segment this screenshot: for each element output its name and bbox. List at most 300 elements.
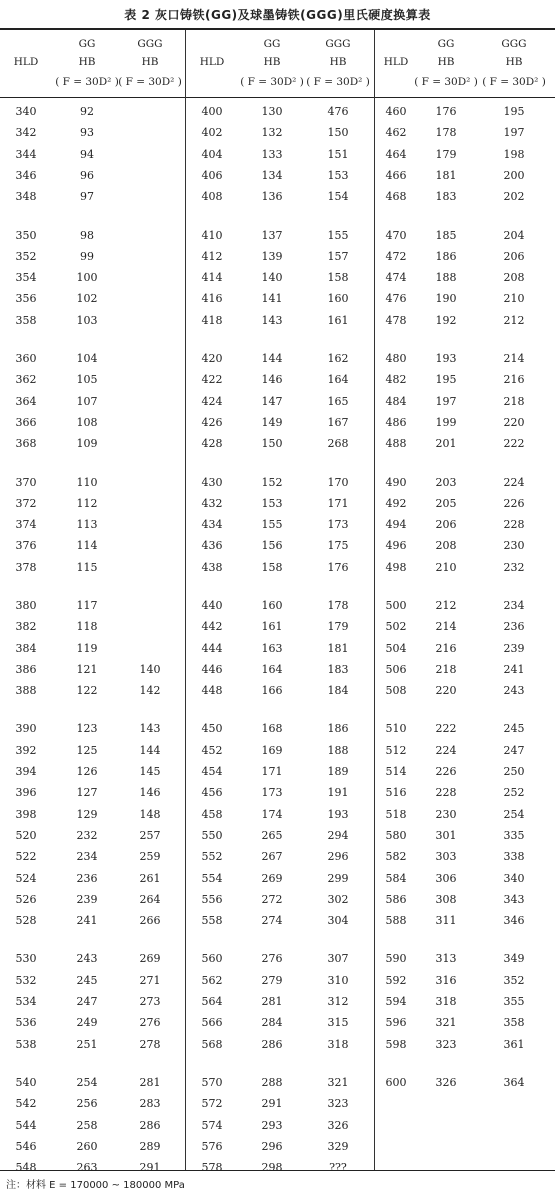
gg-hb-value: 249 <box>76 1016 98 1029</box>
gg-hb-value: 284 <box>261 1016 283 1029</box>
hld-value: 434 <box>201 518 223 531</box>
divider-1 <box>185 30 186 1170</box>
gg-hb-value: 105 <box>76 373 98 386</box>
hld-value: 468 <box>385 190 407 203</box>
gg-hb-value: 147 <box>261 395 283 408</box>
gg-hb-value: 171 <box>261 765 283 778</box>
gg-hb-value: 286 <box>261 1038 283 1051</box>
hld-value: 420 <box>201 352 223 365</box>
gg-hb-value: 291 <box>261 1097 283 1110</box>
header-gg-force: ( F = 30D² ) <box>240 76 304 88</box>
gg-hb-value: 137 <box>261 229 283 242</box>
ggg-hb-value <box>117 147 183 163</box>
ggg-hb-value: 189 <box>327 765 349 778</box>
hld-value: 464 <box>385 148 407 161</box>
gg-hb-value: 265 <box>261 829 283 842</box>
ggg-hb-value: 264 <box>139 893 161 906</box>
hld-value: 508 <box>385 684 407 697</box>
ggg-hb-value: 299 <box>327 872 349 885</box>
gg-hb-value: 168 <box>261 722 283 735</box>
ggg-hb-value: 326 <box>327 1119 349 1132</box>
header-ggg-force: ( F = 30D² ) <box>306 76 370 88</box>
hld-value: 342 <box>15 126 37 139</box>
hld-value: 344 <box>15 148 37 161</box>
ggg-hb-value: 259 <box>139 850 161 863</box>
hld-value: 566 <box>201 1016 223 1029</box>
ggg-hb-value: 355 <box>503 995 525 1008</box>
hld-value: 490 <box>385 476 407 489</box>
header-gg-force: ( F = 30D² ) <box>414 76 478 88</box>
ggg-hb-value: 208 <box>503 271 525 284</box>
hld-value <box>374 1139 418 1155</box>
hld-value: 512 <box>385 744 407 757</box>
hld-value: 366 <box>15 416 37 429</box>
footnote: 注：材料 E = 170000 ~ 180000 MPa <box>6 1180 185 1191</box>
hld-value: 472 <box>385 250 407 263</box>
hld-value: 392 <box>15 744 37 757</box>
hld-value: 436 <box>201 539 223 552</box>
hld-value: 446 <box>201 663 223 676</box>
ggg-hb-value <box>117 619 183 635</box>
ggg-hb-value: 158 <box>327 271 349 284</box>
hld-value: 414 <box>201 271 223 284</box>
ggg-hb-value: 335 <box>503 829 525 842</box>
hld-value <box>374 1096 418 1112</box>
hld-value: 524 <box>15 872 37 885</box>
hld-value: 514 <box>385 765 407 778</box>
gg-hb-value: 232 <box>76 829 98 842</box>
gg-hb-value: 222 <box>435 722 457 735</box>
hld-value: 410 <box>201 229 223 242</box>
ggg-hb-value: 181 <box>327 642 349 655</box>
ggg-hb-value <box>476 1160 552 1176</box>
hld-value: 590 <box>385 952 407 965</box>
gg-hb-value: 102 <box>76 292 98 305</box>
hld-value: 528 <box>15 914 37 927</box>
gg-hb-value: 216 <box>435 642 457 655</box>
hld-value: 346 <box>15 169 37 182</box>
ggg-hb-value: 352 <box>503 974 525 987</box>
gg-hb-value: 99 <box>80 250 94 263</box>
gg-hb-value: 121 <box>76 663 98 676</box>
header-gg: GG <box>437 38 455 50</box>
gg-hb-value: 166 <box>261 684 283 697</box>
gg-hb-value: 123 <box>76 722 98 735</box>
gg-hb-value: 201 <box>435 437 457 450</box>
gg-hb-value: 281 <box>261 995 283 1008</box>
gg-hb-value: 144 <box>261 352 283 365</box>
ggg-hb-value: 191 <box>327 786 349 799</box>
gg-hb-value: 92 <box>80 105 94 118</box>
gg-hb-value: 220 <box>435 684 457 697</box>
hld-value: 470 <box>385 229 407 242</box>
gg-hb-value: 104 <box>76 352 98 365</box>
ggg-hb-value: 228 <box>503 518 525 531</box>
ggg-hb-value: 154 <box>327 190 349 203</box>
hld-value: 486 <box>385 416 407 429</box>
hld-value <box>374 1118 418 1134</box>
gg-hb-value: 155 <box>261 518 283 531</box>
ggg-hb-value: 183 <box>327 663 349 676</box>
hld-value: 558 <box>201 914 223 927</box>
hld-value: 552 <box>201 850 223 863</box>
hld-value: 370 <box>15 476 37 489</box>
ggg-hb-value <box>476 1118 552 1134</box>
gg-hb-value: 164 <box>261 663 283 676</box>
ggg-hb-value: 318 <box>327 1038 349 1051</box>
gg-hb-value: 150 <box>261 437 283 450</box>
hld-value: 390 <box>15 722 37 735</box>
ggg-hb-value: 214 <box>503 352 525 365</box>
gg-hb-value: 127 <box>76 786 98 799</box>
ggg-hb-value: 170 <box>327 476 349 489</box>
ggg-hb-value: 173 <box>327 518 349 531</box>
gg-hb-value: 293 <box>261 1119 283 1132</box>
gg-hb-value: 152 <box>261 476 283 489</box>
ggg-hb-value: 150 <box>327 126 349 139</box>
ggg-hb-value: 220 <box>503 416 525 429</box>
hld-value: 358 <box>15 314 37 327</box>
gg-hb-value: 108 <box>76 416 98 429</box>
hld-value: 556 <box>201 893 223 906</box>
hld-value: 354 <box>15 271 37 284</box>
gg-hb-value: 230 <box>435 808 457 821</box>
ggg-hb-value: 151 <box>327 148 349 161</box>
gg-hb-value: 129 <box>76 808 98 821</box>
hld-value: 380 <box>15 599 37 612</box>
ggg-hb-value: 176 <box>327 561 349 574</box>
table-title: 表 2 灰口铸铁(GG)及球墨铸铁(GGG)里氏硬度换算表 <box>124 8 431 22</box>
hld-value: 554 <box>201 872 223 885</box>
ggg-hb-value <box>117 125 183 141</box>
hld-value: 594 <box>385 995 407 1008</box>
gg-hb-value: 298 <box>261 1161 283 1174</box>
hld-value: 394 <box>15 765 37 778</box>
gg-hb-value: 192 <box>435 314 457 327</box>
ggg-hb-value: 364 <box>503 1076 525 1089</box>
gg-hb-value: 316 <box>435 974 457 987</box>
ggg-hb-value: 212 <box>503 314 525 327</box>
ggg-hb-value: 349 <box>503 952 525 965</box>
gg-hb-value: 234 <box>76 850 98 863</box>
ggg-hb-value <box>117 475 183 491</box>
ggg-hb-value <box>117 228 183 244</box>
gg-hb-value: 98 <box>80 229 94 242</box>
hld-value: 518 <box>385 808 407 821</box>
ggg-hb-value: 358 <box>503 1016 525 1029</box>
ggg-hb-value: 218 <box>503 395 525 408</box>
ggg-hb-value: 200 <box>503 169 525 182</box>
ggg-hb-value <box>117 436 183 452</box>
gg-hb-value: 206 <box>435 518 457 531</box>
ggg-hb-value: 307 <box>327 952 349 965</box>
ggg-hb-value: 271 <box>139 974 161 987</box>
ggg-hb-value: 243 <box>503 684 525 697</box>
gg-hb-value: 183 <box>435 190 457 203</box>
gg-hb-value: 163 <box>261 642 283 655</box>
gg-hb-value: 141 <box>261 292 283 305</box>
ggg-hb-value: 222 <box>503 437 525 450</box>
hld-value: 548 <box>15 1161 37 1174</box>
hld-value: 426 <box>201 416 223 429</box>
gg-hb-value: 303 <box>435 850 457 863</box>
hld-value: 526 <box>15 893 37 906</box>
gg-hb-value: 228 <box>435 786 457 799</box>
gg-hb-value: 96 <box>80 169 94 182</box>
hld-value: 374 <box>15 518 37 531</box>
gg-hb-value: 321 <box>435 1016 457 1029</box>
ggg-hb-value <box>117 641 183 657</box>
ggg-hb-value <box>117 313 183 329</box>
ggg-hb-value: 476 <box>327 105 349 118</box>
ggg-hb-value: 175 <box>327 539 349 552</box>
header-ggg-force: ( F = 30D² ) <box>482 76 546 88</box>
hld-value: 384 <box>15 642 37 655</box>
hld-value: 456 <box>201 786 223 799</box>
ggg-hb-value: 234 <box>503 599 525 612</box>
gg-hb-value: 276 <box>261 952 283 965</box>
ggg-hb-value: 302 <box>327 893 349 906</box>
gg-hb-value: 195 <box>435 373 457 386</box>
ggg-hb-value: ??? <box>329 1161 347 1174</box>
hld-value: 578 <box>201 1161 223 1174</box>
gg-hb-value: 133 <box>261 148 283 161</box>
gg-hb-value: 114 <box>76 539 98 552</box>
gg-hb-value: 139 <box>261 250 283 263</box>
hld-value: 422 <box>201 373 223 386</box>
ggg-hb-value: 276 <box>139 1016 161 1029</box>
ggg-hb-value: 254 <box>503 808 525 821</box>
ggg-hb-value: 338 <box>503 850 525 863</box>
hld-value: 496 <box>385 539 407 552</box>
gg-hb-value: 247 <box>76 995 98 1008</box>
gg-hb-value: 118 <box>76 620 98 633</box>
hld-value: 478 <box>385 314 407 327</box>
gg-hb-value: 258 <box>76 1119 98 1132</box>
ggg-hb-value <box>117 538 183 554</box>
gg-hb-value: 173 <box>261 786 283 799</box>
ggg-hb-value <box>117 351 183 367</box>
gg-hb-value: 239 <box>76 893 98 906</box>
ggg-hb-value: 250 <box>503 765 525 778</box>
gg-hb-value: 169 <box>261 744 283 757</box>
hld-value: 460 <box>385 105 407 118</box>
ggg-hb-value: 361 <box>503 1038 525 1051</box>
ggg-hb-value: 232 <box>503 561 525 574</box>
ggg-hb-value: 143 <box>139 722 161 735</box>
gg-hb-value: 256 <box>76 1097 98 1110</box>
gg-hb-value: 113 <box>76 518 98 531</box>
hld-value: 462 <box>385 126 407 139</box>
ggg-hb-value: 241 <box>503 663 525 676</box>
ggg-hb-value: 164 <box>327 373 349 386</box>
header-gg-force: ( F = 30D² ) <box>55 76 119 88</box>
hld-value: 454 <box>201 765 223 778</box>
hld-value: 388 <box>15 684 37 697</box>
ggg-hb-value: 162 <box>327 352 349 365</box>
gg-hb-value: 311 <box>435 914 457 927</box>
ggg-hb-value: 312 <box>327 995 349 1008</box>
hld-value: 418 <box>201 314 223 327</box>
hld-value: 450 <box>201 722 223 735</box>
ggg-hb-value: 230 <box>503 539 525 552</box>
ggg-hb-value: 323 <box>327 1097 349 1110</box>
header-gg-hb: HB <box>78 56 96 68</box>
ggg-hb-value: 245 <box>503 722 525 735</box>
gg-hb-value: 260 <box>76 1140 98 1153</box>
gg-hb-value: 301 <box>435 829 457 842</box>
ggg-hb-value <box>476 1096 552 1112</box>
ggg-hb-value <box>117 415 183 431</box>
gg-hb-value <box>413 1139 479 1155</box>
hld-value: 596 <box>385 1016 407 1029</box>
ggg-hb-value: 206 <box>503 250 525 263</box>
hld-value: 600 <box>385 1076 407 1089</box>
gg-hb-value: 117 <box>76 599 98 612</box>
top-rule <box>0 28 555 30</box>
ggg-hb-value: 197 <box>503 126 525 139</box>
hld-value: 408 <box>201 190 223 203</box>
header-rule <box>0 97 555 98</box>
hld-value: 404 <box>201 148 223 161</box>
ggg-hb-value: 346 <box>503 914 525 927</box>
hld-value: 424 <box>201 395 223 408</box>
hld-value: 532 <box>15 974 37 987</box>
gg-hb-value: 188 <box>435 271 457 284</box>
header-gg: GG <box>78 38 96 50</box>
gg-hb-value: 115 <box>76 561 98 574</box>
hld-value: 502 <box>385 620 407 633</box>
hld-value: 458 <box>201 808 223 821</box>
ggg-hb-value <box>117 104 183 120</box>
ggg-hb-value <box>117 560 183 576</box>
ggg-hb-value: 286 <box>139 1119 161 1132</box>
hld-value: 504 <box>385 642 407 655</box>
ggg-hb-value: 296 <box>327 850 349 863</box>
hld-value: 540 <box>15 1076 37 1089</box>
gg-hb-value: 161 <box>261 620 283 633</box>
gg-hb-value: 156 <box>261 539 283 552</box>
hld-value: 588 <box>385 914 407 927</box>
ggg-hb-value: 278 <box>139 1038 161 1051</box>
header-ggg-hb: HB <box>329 56 347 68</box>
hld-value: 510 <box>385 722 407 735</box>
gg-hb-value: 130 <box>261 105 283 118</box>
gg-hb-value: 254 <box>76 1076 98 1089</box>
hld-value: 484 <box>385 395 407 408</box>
hld-value: 442 <box>201 620 223 633</box>
hld-value: 494 <box>385 518 407 531</box>
ggg-hb-value: 179 <box>327 620 349 633</box>
hld-value: 428 <box>201 437 223 450</box>
ggg-hb-value: 269 <box>139 952 161 965</box>
ggg-hb-value: 224 <box>503 476 525 489</box>
ggg-hb-value: 157 <box>327 250 349 263</box>
gg-hb-value: 122 <box>76 684 98 697</box>
gg-hb-value: 279 <box>261 974 283 987</box>
hld-value: 340 <box>15 105 37 118</box>
ggg-hb-value: 252 <box>503 786 525 799</box>
hld-value: 522 <box>15 850 37 863</box>
gg-hb-value: 176 <box>435 105 457 118</box>
ggg-hb-value: 236 <box>503 620 525 633</box>
hld-value: 498 <box>385 561 407 574</box>
hld-value: 586 <box>385 893 407 906</box>
ggg-hb-value: 289 <box>139 1140 161 1153</box>
hld-value: 534 <box>15 995 37 1008</box>
hld-value: 568 <box>201 1038 223 1051</box>
hld-value: 360 <box>15 352 37 365</box>
hld-value: 364 <box>15 395 37 408</box>
ggg-hb-value: 304 <box>327 914 349 927</box>
ggg-hb-value: 198 <box>503 148 525 161</box>
gg-hb-value: 107 <box>76 395 98 408</box>
gg-hb-value: 263 <box>76 1161 98 1174</box>
ggg-hb-value <box>117 249 183 265</box>
ggg-hb-value <box>117 291 183 307</box>
hld-value: 476 <box>385 292 407 305</box>
ggg-hb-value: 216 <box>503 373 525 386</box>
gg-hb-value: 112 <box>76 497 98 510</box>
header-ggg-hb: HB <box>141 56 159 68</box>
gg-hb-value: 93 <box>80 126 94 139</box>
gg-hb-value: 140 <box>261 271 283 284</box>
gg-hb-value: 119 <box>76 642 98 655</box>
hld-value: 444 <box>201 642 223 655</box>
hld-value: 492 <box>385 497 407 510</box>
ggg-hb-value: 148 <box>139 808 161 821</box>
hld-value: 402 <box>201 126 223 139</box>
gg-hb-value <box>413 1118 479 1134</box>
ggg-hb-value: 202 <box>503 190 525 203</box>
hld-value: 350 <box>15 229 37 242</box>
hld-value: 440 <box>201 599 223 612</box>
hld-value: 536 <box>15 1016 37 1029</box>
hld-value: 564 <box>201 995 223 1008</box>
header-ggg: GGG <box>137 38 163 50</box>
ggg-hb-value: 257 <box>139 829 161 842</box>
gg-hb-value: 193 <box>435 352 457 365</box>
ggg-hb-value: 210 <box>503 292 525 305</box>
hld-value: 480 <box>385 352 407 365</box>
hld-value: 376 <box>15 539 37 552</box>
gg-hb-value: 199 <box>435 416 457 429</box>
hld-value: 550 <box>201 829 223 842</box>
ggg-hb-value <box>117 394 183 410</box>
gg-hb-value: 181 <box>435 169 457 182</box>
ggg-hb-value: 145 <box>139 765 161 778</box>
hld-value: 412 <box>201 250 223 263</box>
gg-hb-value: 296 <box>261 1140 283 1153</box>
gg-hb-value: 241 <box>76 914 98 927</box>
ggg-hb-value: 315 <box>327 1016 349 1029</box>
gg-hb-value: 269 <box>261 872 283 885</box>
ggg-hb-value: 273 <box>139 995 161 1008</box>
ggg-hb-value: 184 <box>327 684 349 697</box>
hld-value: 576 <box>201 1140 223 1153</box>
ggg-hb-value: 195 <box>503 105 525 118</box>
hld-value: 598 <box>385 1038 407 1051</box>
gg-hb-value: 272 <box>261 893 283 906</box>
ggg-hb-value: 239 <box>503 642 525 655</box>
ggg-hb-value: 146 <box>139 786 161 799</box>
hld-value: 500 <box>385 599 407 612</box>
hld-value: 488 <box>385 437 407 450</box>
hld-value: 506 <box>385 663 407 676</box>
hld-value: 516 <box>385 786 407 799</box>
ggg-hb-value: 165 <box>327 395 349 408</box>
gg-hb-value: 103 <box>76 314 98 327</box>
